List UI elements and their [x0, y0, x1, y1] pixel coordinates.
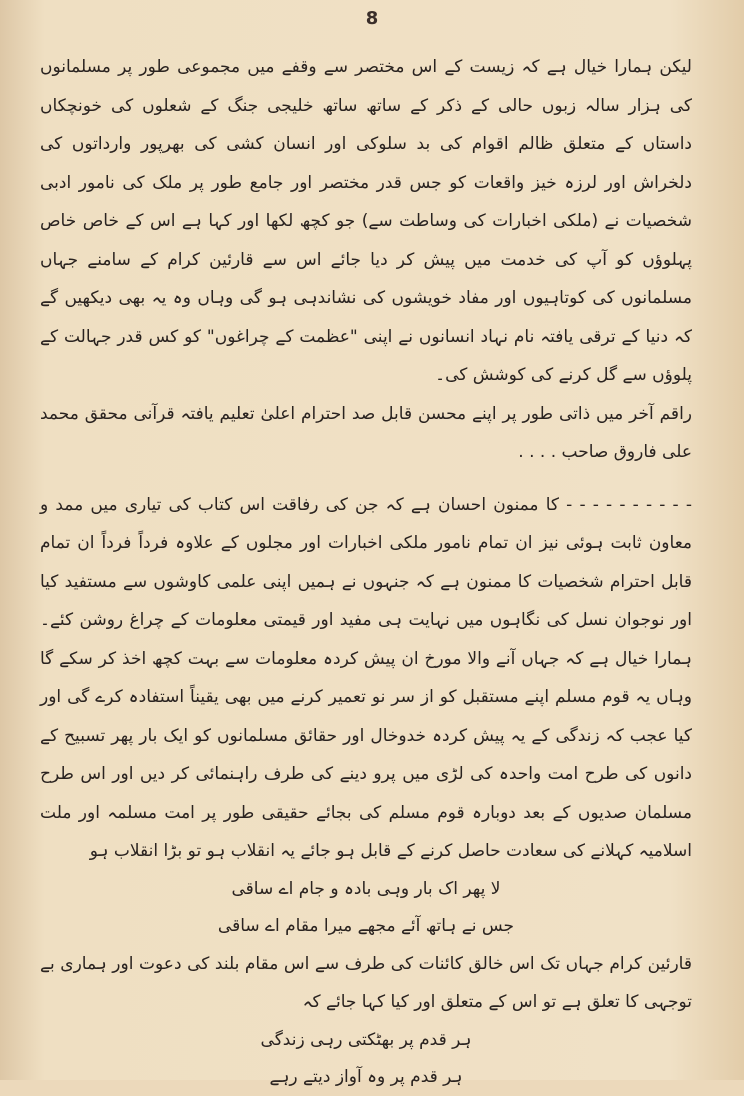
- verse-line-2: جس نے ہاتھ آئے مجھے میرا مقام اے ساقی: [217, 915, 515, 936]
- verse-line-3: ہر قدم پر بھٹکتی رہی زندگی: [260, 1029, 472, 1050]
- paragraph-acknowledgement: راقم آخر میں ذاتی طور پر اپنے محسن قابل صد احترام اعلیٰ تعلیم یافتہ قرآنی محقق محمد علی فاروق صاحب . . . .: [40, 403, 692, 462]
- page-number: 8: [365, 8, 379, 29]
- paragraph-closing: قارئین کرام جہاں تک اس خالق کائنات کی طرف سے اس مقام بلند کی دعوت اور ہماری بے توجہی کا تعلق ہے تو اس کے متعلق اور کیا کہا جائے کہ: [40, 953, 692, 1012]
- verse-line-4: ہر قدم پر وہ آواز دیتے رہے: [269, 1066, 463, 1087]
- paragraph-gratitude: - - - - - - - - - - کا ممنون احسان ہے کہ جن کی رفاقت اس کتاب کی تیاری میں ممد و معاون ثابت ہوئی نیز ان تمام نامور ملکی اخبارات اور مجلوں کے علاوہ فرداً فرداً ان تمام قابل احترام شخصیات کا ممنون ہے کہ جنہوں نے ہمیں اپنی علمی کاوشوں سے مستفید کیا اور نوجوان نسل کی نگاہوں میں نہایت ہی مفید اور قیمتی معلومات کے چراغ روشن کئے۔ ہمارا خیال ہے کہ جہاں آنے والا مورخ ان پیش کردہ معلومات سے بہت کچھ اخذ کر سکے گا وہاں یہ قوم مسلم اپنے مستقبل کو از سر نو تعمیر کرنے میں بھی یقیناً استفادہ کرے گی اور کیا عجب کہ زندگی کے یہ پیش کردہ خدوخال اور حقائق مسلمانوں کو ایک بار پھر تسبیح کے دانوں کی طرح امت واحدہ کی لڑی میں پرو دینے کی طرف راہنمائی کر دیں اور اس طرح مسلمان صدیوں کے بعد دوبارہ قوم مسلم کی بجائے حقیقی طور پر امت مسلمہ اور ملت اسلامیہ کہلانے کی سعادت حاصل کرنے کے قابل ہو جائے یہ انقلاب ہو تو بڑا انقلاب ہو: [40, 494, 692, 861]
- verse-line-1: لا پھر اک بار وہی بادہ و جام اے ساقی: [231, 878, 501, 899]
- paragraph-intro: لیکن ہمارا خیال ہے کہ زیست کے اس مختصر سے وقفے میں مجموعی طور پر مسلمانوں کی ہزار سالہ زبوں حالی کے ذکر کے ساتھ ساتھ خلیجی جنگ کے شعلوں کی خونچکاں داستاں کے متعلق ظالم اقوام کی بد سلوکی اور انسان کشی کی بھرپور وارداتوں کی دلخراش اور لرزہ خیز واقعات کو جس قدر مختصر اور جامع طور پر ملک کی نامور ادبی شخصیات نے (ملکی اخبارات کی وساطت سے) جو کچھ لکھا اور کہا ہے اس کے خاص خاص پہلوؤں کو آپ کی خدمت میں پیش کر دیا جائے اس سے قارئین کرام کے سامنے جہاں مسلمانوں کی کوتاہیوں اور مفاد خویشوں کی نشاندہی ہو گی وہاں وہ یہ بھی دیکھیں گے کہ دنیا کے ترقی یافتہ نام نہاد انسانوں نے اپنی "عظمت کے چراغوں" کو کس قدر جہالت کے پلوؤں سے گل کرنے کی کوشش کی۔: [40, 57, 692, 385]
